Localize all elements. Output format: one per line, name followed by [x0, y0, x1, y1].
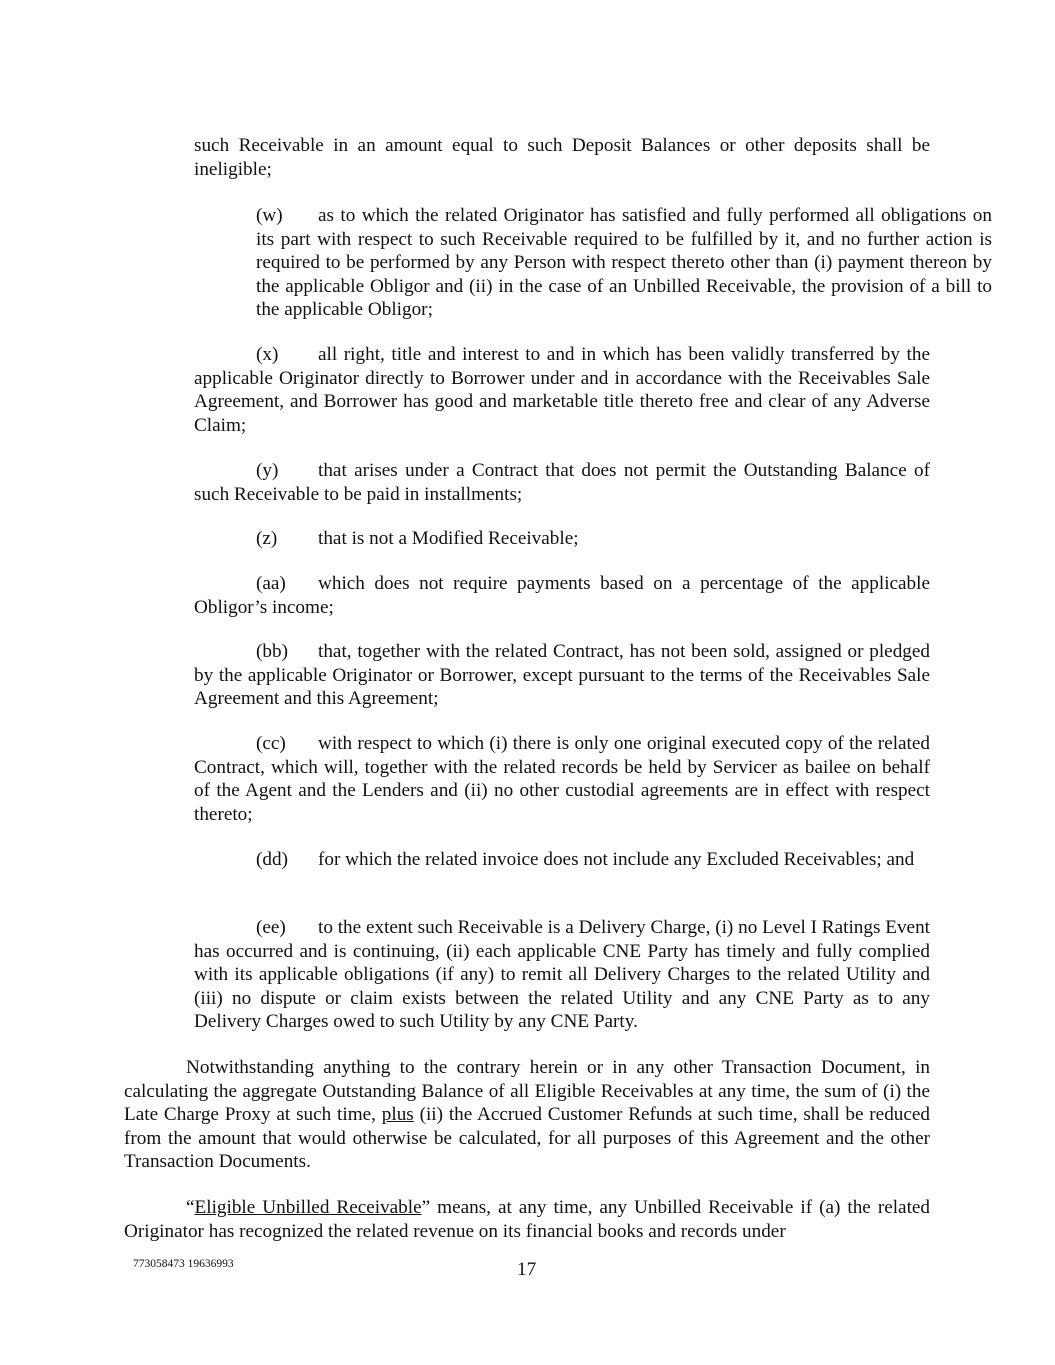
clause-label: (x)	[256, 344, 279, 365]
continuation-text: such Receivable in an amount equal to such Deposit Balances or other deposits shall be ineligible;	[194, 135, 930, 180]
clause-label: (w)	[256, 205, 283, 226]
clause-text: that arises under a Contract that does not permit the Outstanding Balance of such Receivable to be paid in installments;	[194, 460, 930, 505]
open-quote: “	[186, 1197, 195, 1218]
clause-text: which does not require payments based on a percentage of the applicable Obligor’s income;	[194, 573, 930, 618]
clause-label: (dd)	[256, 849, 288, 870]
clause-bb	[194, 640, 930, 711]
underlined-term: plus	[381, 1104, 414, 1126]
clause-label: (y)	[256, 460, 279, 481]
clause-ee	[194, 916, 930, 1034]
paragraph-text: Notwithstanding anything to the contrary herein or in any other Transaction Document, in calculating the aggregate Outstanding Balance of all Eligible Receivables at any time, the sum of (i) the Late Charge Proxy at such time,	[124, 1057, 930, 1126]
clause-label: (bb)	[256, 641, 288, 662]
notwithstanding-paragraph	[124, 1056, 930, 1174]
page-number: 17	[517, 1259, 537, 1280]
clause-cc	[194, 732, 930, 826]
clause-text: to the extent such Receivable is a Delivery Charge, (i) no Level I Ratings Event has occurred and is continuing, (ii) each applicable CNE Party has timely and fully complied with its applicable obligations (if any) to remit all Delivery Charges to the related Utility and (iii) no dispute or claim exists between the related Utility and any CNE Party as to any Delivery Charges owed to such Utility by any CNE Party.	[194, 917, 930, 1033]
clause-z	[194, 527, 930, 551]
definition-paragraph	[124, 1196, 930, 1243]
clause-label: (aa)	[256, 573, 286, 594]
document-id: 773058473 19636993	[133, 1258, 234, 1270]
paragraph-text: (ii) the Accrued Customer Refunds at such time, shall be reduced from the amount that would otherwise be calculated, for all purposes of this Agreement and the other Transaction Documents.	[124, 1104, 931, 1173]
clause-text: with respect to which (i) there is only one original executed copy of the related Contract, which will, together with the related records be held by Servicer as bailee on behalf of the Agent and the Lenders and (ii) no other custodial agreements are in effect with respect thereto;	[194, 733, 930, 825]
clause-label: (cc)	[256, 733, 286, 754]
defined-term: Eligible Unbilled Receivable	[194, 1197, 422, 1218]
clause-text: for which the related invoice does not include any Excluded Receivables; and	[318, 849, 915, 870]
clause-text: all right, title and interest to and in which has been validly transferred by the applicable Originator directly to Borrower under and in accordance with the Receivables Sale Agreement, and Borrower has good and marketable title thereto free and clear of any Adverse Claim;	[194, 344, 930, 436]
clause-text: that, together with the related Contract, has not been sold, assigned or pledged by the applicable Originator or Borrower, except pursuant to the terms of the Receivables Sale Agreement and this Agreement;	[194, 641, 930, 710]
clause-text: that is not a Modified Receivable;	[318, 528, 579, 549]
clause-x	[194, 343, 930, 437]
clause-label: (z)	[256, 528, 278, 549]
clause-y	[194, 459, 930, 506]
clause-w	[194, 204, 992, 322]
clause-dd	[194, 848, 930, 872]
definition-text: ” means, at any time, any Unbilled Receivable if (a) the related Originator has recognized the related revenue on its financial books and records under	[124, 1197, 931, 1242]
continuation-paragraph	[194, 134, 930, 181]
clause-text: as to which the related Originator has satisfied and fully performed all obligations on its part with respect to such Receivable required to be fulfilled by it, and no further action is required to be performed by any Person with respect thereto other than (i) payment thereon by the applicable Obligor and (ii) in the case of an Unbilled Receivable, the provision of a bill to the applicable Obligor;	[256, 205, 992, 321]
clause-aa	[194, 572, 930, 619]
clause-label: (ee)	[256, 917, 286, 938]
